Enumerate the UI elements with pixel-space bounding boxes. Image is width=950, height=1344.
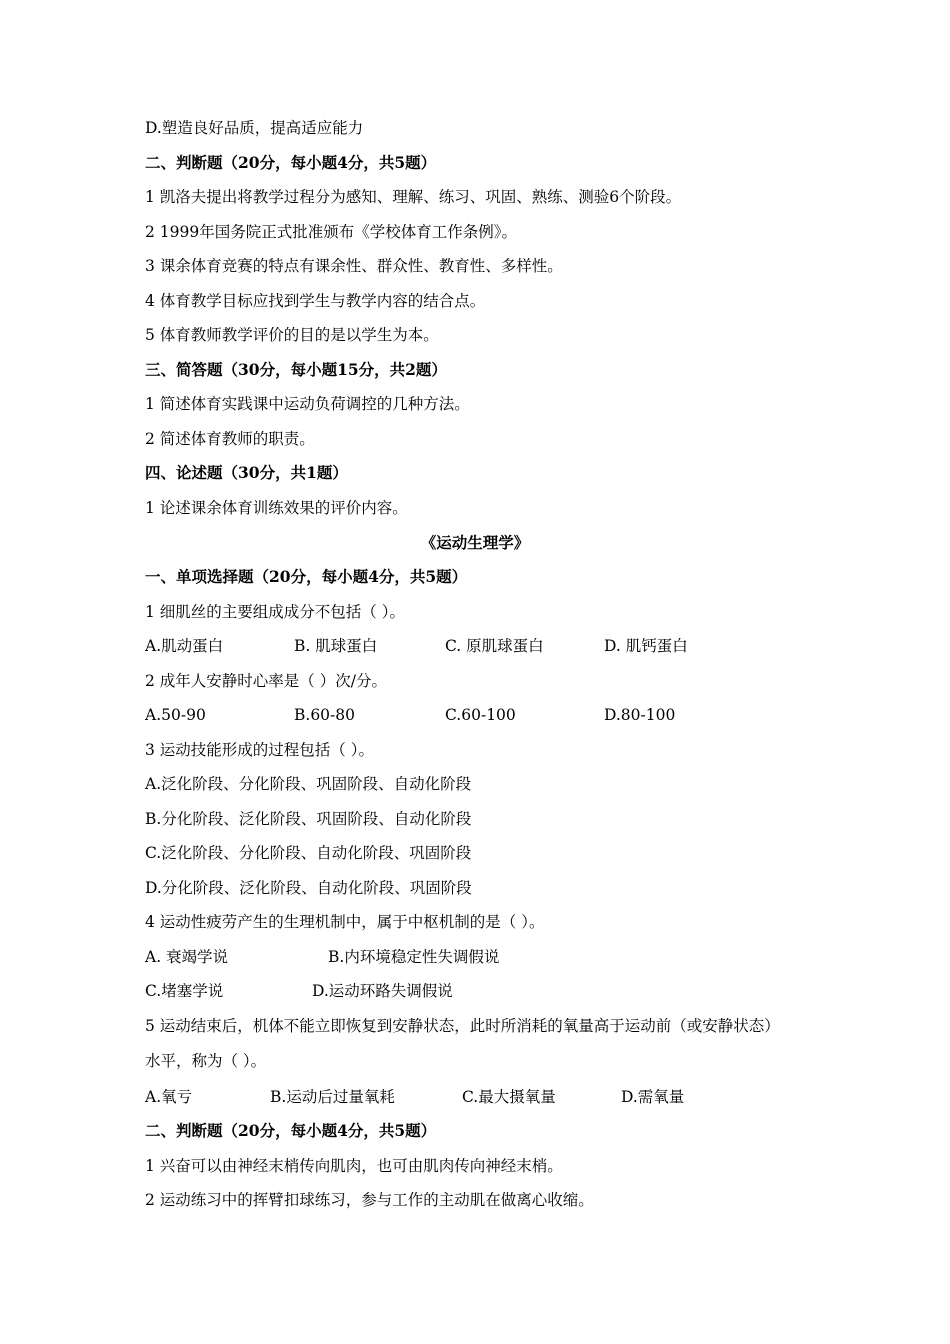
section-heading: 一、单项选择题（20分，每小题4分，共5题） — [145, 567, 468, 586]
option-b: B.60-80 — [294, 706, 356, 724]
question-line: 1 简述体育实践课中运动负荷调控的几种方法。 — [145, 395, 470, 413]
option-d: D.需氧量 — [621, 1088, 685, 1106]
option-a: A.氧亏 — [145, 1088, 193, 1106]
question-line: 2 成年人安静时心率是（ ）次/分。 — [145, 672, 387, 690]
question-line: 3 运动技能形成的过程包括（ ）。 — [145, 741, 374, 759]
option-d: D.80-100 — [604, 706, 676, 724]
question-line: 2 简述体育教师的职责。 — [145, 430, 315, 448]
option-a: A.肌动蛋白 — [145, 637, 224, 655]
question-line: 4 体育教学目标应找到学生与教学内容的结合点。 — [145, 292, 486, 310]
question-line: 1 细肌丝的主要组成成分不包括（ ）。 — [145, 603, 405, 621]
question-line: 1 兴奋可以由神经末梢传向肌肉，也可由肌肉传向神经末梢。 — [145, 1157, 563, 1175]
option-b: B. 肌球蛋白 — [294, 637, 378, 655]
option-line: A.泛化阶段、分化阶段、巩固阶段、自动化阶段 — [145, 775, 472, 793]
course-title: 《运动生理学》 — [420, 533, 530, 552]
option-line: D.分化阶段、泛化阶段、自动化阶段、巩固阶段 — [145, 879, 472, 897]
option-c: C.最大摄氧量 — [462, 1088, 556, 1106]
option-line: C.泛化阶段、分化阶段、自动化阶段、巩固阶段 — [145, 844, 472, 862]
section-heading: 二、判断题（20分，每小题4分，共5题） — [145, 1121, 437, 1140]
option-d: D. 肌钙蛋白 — [604, 637, 688, 655]
question-line: 水平，称为（ ）。 — [145, 1052, 267, 1070]
option-c: C.60-100 — [445, 706, 516, 724]
section-heading: 二、判断题（20分，每小题4分，共5题） — [145, 153, 437, 172]
section-heading: 四、论述题（30分，共1题） — [145, 463, 348, 482]
question-line: 1 凯洛夫提出将教学过程分为感知、理解、练习、巩固、熟练、测验6个阶段。 — [145, 188, 682, 206]
question-line: 3 课余体育竞赛的特点有课余性、群众性、教育性、多样性。 — [145, 257, 563, 275]
option-b: B.运动后过量氧耗 — [270, 1088, 395, 1106]
question-line: 2 运动练习中的挥臂扣球练习，参与工作的主动肌在做离心收缩。 — [145, 1191, 594, 1209]
option-c: C. 原肌球蛋白 — [445, 637, 544, 655]
question-line: 4 运动性疲劳产生的生理机制中，属于中枢机制的是（ ）。 — [145, 913, 545, 931]
option-a: A.50-90 — [145, 706, 206, 724]
option-c: C.堵塞学说 — [145, 982, 224, 1000]
question-line: 5 体育教师教学评价的目的是以学生为本。 — [145, 326, 439, 344]
question-line: 1 论述课余体育训练效果的评价内容。 — [145, 499, 408, 517]
option-b: B.内环境稳定性失调假说 — [328, 948, 500, 966]
section-heading: 三、简答题（30分，每小题15分，共2题） — [145, 360, 447, 379]
question-line: 2 1999年国务院正式批准颁布《学校体育工作条例》。 — [145, 223, 517, 241]
option-line: D.塑造良好品质，提高适应能力 — [145, 119, 364, 137]
question-line: 5 运动结束后，机体不能立即恢复到安静状态，此时所消耗的氧量高于运动前（或安静状态） — [145, 1017, 780, 1035]
option-d: D.运动环路失调假说 — [312, 982, 453, 1000]
option-a: A. 衰竭学说 — [145, 948, 229, 966]
option-line: B.分化阶段、泛化阶段、巩固阶段、自动化阶段 — [145, 810, 472, 828]
